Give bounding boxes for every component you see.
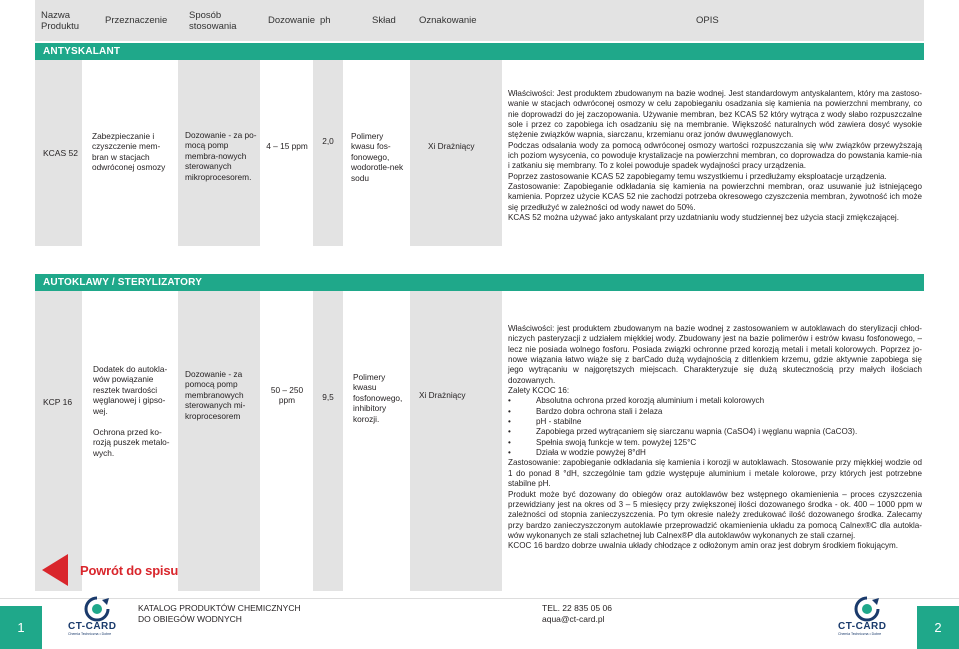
product-usage: Dozowanie - za pomocą pomp membranowych sterowanych mi-kroprocesorem — [185, 369, 246, 421]
description-paragraph: KCOC 16 bardzo dobrze uwalnia układy chłodzące z odłożonym amin oraz jest dobrym środkiem fiokującym. — [508, 541, 899, 551]
email-link[interactable]: aqua@ct-card.pl — [542, 614, 605, 624]
header-purpose: Przeznaczenie — [105, 15, 168, 26]
feature-item: • Działa w wodzie powyżej 8°dH — [536, 448, 922, 458]
header-labeling: Oznakowanie — [419, 15, 477, 26]
header-description: OPIS — [696, 15, 719, 26]
section-title-antiscalant: ANTYSKALANT — [35, 43, 924, 60]
back-arrow-icon — [42, 554, 68, 586]
product-name: KCAS 52 — [43, 148, 78, 158]
product-labeling: Xi Drażniący — [428, 141, 475, 151]
description-paragraph: Zastosowanie: zapobieganie odkładania się kamienia i korozji w autoklawach. Stosowanie przy miękkiej wodzie od 1 do ponad 8 °dH, szczególnie tam gdzie występuje aluminium i metale kolorowe, przy których jest potrzebne stabilne pH. — [508, 458, 922, 489]
description-paragraph: Zastosowanie: Zapobieganie odkładania się kamienia na powierzchni membran, oraz usuwanie już istniejącego kamienia. Poprzez użycie KCAS 52 nie zachodzi potrzeba okresowego czyszczenia membran, żywotność ich może się przedłużyć w zależności od wody nawet do 50%. — [508, 182, 922, 212]
logo-text: CT-CARD — [838, 621, 887, 632]
product-ph: 2,0 — [322, 136, 334, 146]
product-purpose: Dodatek do autokla-wów powiązanie resztek twardości węglanowej i gipso-wej. — [93, 364, 168, 416]
product-dosage: 50 – 250 ppm — [270, 385, 304, 406]
cell-ph — [313, 291, 343, 591]
section-title-autoclaves: AUTOKLAWY / STERYLIZATORY — [35, 274, 924, 291]
cell-name — [35, 291, 82, 591]
back-to-index-label: Powrót do spisu — [80, 562, 179, 578]
header-name: Nazwa Produktu — [41, 9, 80, 32]
contact-info — [542, 603, 612, 625]
product-purpose: Zabezpieczanie i czyszczenie mem-bran w stacjach odwróconej osmozy — [92, 131, 166, 173]
features-list — [508, 396, 922, 458]
cell-dosage — [260, 60, 313, 246]
product-description — [508, 324, 922, 552]
header-ph: ph — [320, 15, 331, 26]
features-title: Zalety KCOC 16: — [508, 386, 570, 396]
logo-mark-icon — [852, 596, 882, 622]
catalog-title — [138, 603, 301, 625]
catalog-title-line-1: KATALOG PRODUKTÓW CHEMICZNYCH — [138, 603, 301, 613]
description-paragraph: Właściwości: Jest produktem zbudowanym na bazie wodnej. Jest standardowym antyskalantem, który ma zastoso-wanie w stacjach odwróconej osmozy w celu zapobieganiu osadzania się kamienia na powierzchni membrany, co nie doprowadzi do jej zaczopowania. Używanie membran, bez KCAS 52 który wytrąca z wody słabo rozpuszczalne sole i przez co zapobiega ich osadzaniu się na membranie. Większość naturalnych wód zawiera dosyć wysokie stężenie związków wapnia, siarczanu, krzemianu oraz jonów dwuwęglanowych. — [508, 89, 922, 140]
company-logo-left — [68, 596, 126, 636]
phone: TEL. 22 835 05 06 — [542, 603, 612, 613]
product-ph: 9,5 — [322, 392, 334, 402]
description-paragraph: Produkt może być dozowany do obiegów oraz autoklawów bez wstępnego okamienienia – proces czyszczenia przewidziany jest na okres od 3 – 5 miesięcy przy zwiększonej ilości dozowanego środka - ok. 400 – 1000 ppm w zależności od stopnia zanieczyszczenia. Po tym okresie należy zredukować ilość dozowanego środka. Zalecamy przy bardzo zanieczyszczonym autoklawie przeprowadzić okamienienia układu za pomocą Calnex®C dla autokla-wów wykonanych ze stali szlachetnej lub Calnex®P dla autoklawów wykonanych ze stali czarnej. — [508, 489, 922, 540]
feature-item: • Bardzo dobra ochrona stali i żelaza — [536, 407, 922, 417]
logo-subtext: Chemia Techniczna • Dobre — [68, 632, 112, 636]
back-to-index-link[interactable] — [42, 553, 178, 587]
product-dosage: 4 – 15 ppm — [266, 141, 308, 151]
product-composition: Polimery kwasu fos-fonowego, wodorotle-nek sodu — [351, 131, 404, 183]
footer-divider — [0, 598, 959, 599]
feature-item: • Spełnia swoją funkcje w tem. powyżej 125°C — [536, 438, 922, 448]
company-logo-right — [838, 596, 896, 636]
product-labeling: Xi Drażniący — [419, 390, 466, 400]
feature-item: • Absolutna ochrona przed korozją aluminium i metali kolorowych — [536, 396, 922, 406]
logo-subtext: Chemia Techniczna • Dobre — [838, 632, 882, 636]
page-number-right: 2 — [917, 606, 959, 649]
page-number-left: 1 — [0, 606, 42, 649]
cell-ph — [313, 60, 343, 246]
catalog-title-line-2: DO OBIEGÓW WODNYCH — [138, 614, 242, 624]
product-purpose-2: Ochrona przed ko-rozją puszek metalo-wych. — [93, 427, 170, 458]
description-paragraph: Właściwości: jest produktem zbudowanym na bazie wodnej z zastosowaniem w autoklawach do sterylizacji chłod-niczych pasteryzacji z udziałem miękkiej wody. Zbudowany jest na bazie polimerów i estrów kwasu fosfonowego, – lecz nie posiada wolnego fosforu. Posiada związki ochronne przed korozją metali i metali kolorowych. Poprzez jo-nowe wiązania łatwo wiąże się z barCado dużą wydajnością z ditlenkiem krzemu, gdzie aktywnie zapobiega się jego wytrącaniu w najgorętszych miejscach. Charakteryzuje się dużą skutecznością przy małych ilościach dozowanych. — [508, 324, 922, 385]
feature-item: • pH - stabilne — [536, 417, 922, 427]
cell-usage — [178, 291, 260, 591]
header-usage: Sposób stosowania — [189, 9, 237, 32]
description-paragraph: KCAS 52 można używać jako antyskalant przy uzdatnianiu wody studziennej bez użycia stacji zmiękczającej. — [508, 213, 899, 223]
product-composition: Polimery kwasu fosfonowego, inhibitory korozji. — [353, 372, 403, 424]
logo-mark-icon — [82, 596, 112, 622]
product-name: KCP 16 — [43, 397, 73, 407]
header-dosage: Dozowanie — [268, 15, 315, 26]
description-paragraph: Poprzez zastosowanie KCAS 52 zapobiegamy temu wszystkiemu i przedłużamy eksploatacje urządzenia. — [508, 171, 887, 181]
header-composition: Skład — [372, 15, 396, 26]
cell-labeling — [410, 60, 502, 246]
cell-dosage — [260, 291, 313, 591]
description-paragraph: Podczas odsalania wody za pomocą odwróconej osmozy wartości rozpuszczania się w/w związków przewyższają ich poziom wysycenia, co powoduje krystalizacje na powierzchni membran, co doprowadza do powstania kamie-nia i zatkaniu się membrany. To z kolei powoduje spadek wydajności pracy urządzenia. — [508, 140, 922, 171]
cell-composition — [343, 291, 410, 591]
logo-text: CT-CARD — [68, 621, 117, 632]
product-usage: Dozowanie - za po-mocą pomp membra-nowych sterowanych mikroprocesorem. — [185, 130, 257, 182]
product-description — [508, 89, 922, 223]
feature-item: • Zapobiega przed wytrącaniem się siarczanu wapnia (CaSO4) i węglanu wapnia (CaCO3). — [536, 427, 922, 437]
cell-labeling — [410, 291, 502, 591]
